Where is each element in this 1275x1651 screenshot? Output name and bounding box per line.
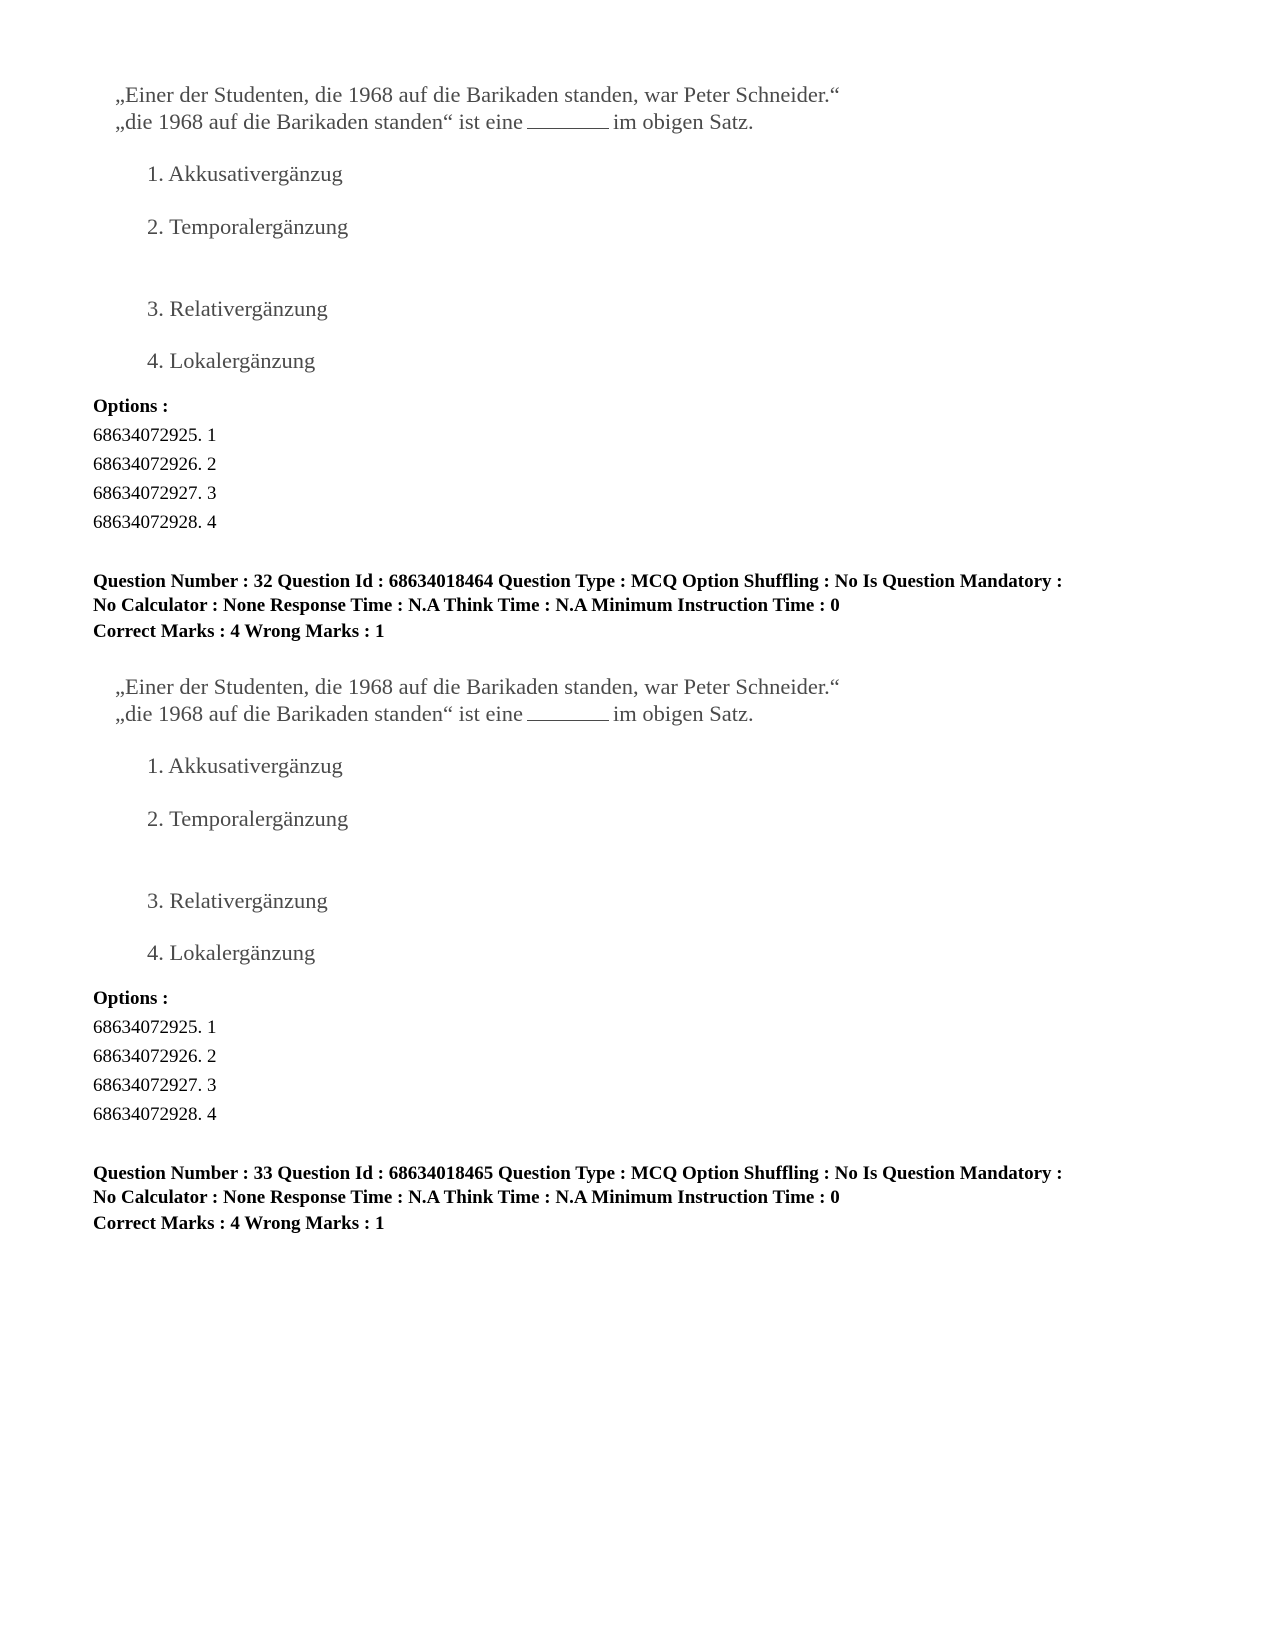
question-meta-line: No Calculator : None Response Time : N.A Think Time : N.A Minimum Instruction Time : 0: [93, 1187, 840, 1208]
question-meta-line: No Calculator : None Response Time : N.A Think Time : N.A Minimum Instruction Time : 0: [93, 595, 840, 616]
choice-item: 3. Relativergänzung: [147, 888, 328, 913]
option-item: 68634072927. 3: [93, 483, 217, 504]
choice-item: 1. Akkusativergänzug: [147, 161, 343, 186]
question-image: [115, 82, 915, 392]
options-label: Options :: [93, 988, 169, 1009]
option-item: 68634072928. 4: [93, 512, 217, 533]
prompt-after: im obigen Satz.: [612, 109, 754, 134]
question-prompt: [115, 109, 754, 135]
choice-item: 1. Akkusativergänzug: [147, 753, 343, 778]
question-meta-line: Question Number : 32 Question Id : 68634018464 Question Type : MCQ Option Shuffling : No Is Question Mandatory :: [93, 571, 1063, 592]
question-marks: Correct Marks : 4 Wrong Marks : 1: [93, 621, 385, 642]
prompt-before: „die 1968 auf die Barikaden standen“ ist eine: [115, 701, 523, 726]
options-list: [93, 1013, 217, 1129]
question-meta: [93, 570, 1193, 618]
question-meta: [93, 1162, 1193, 1210]
prompt-before: „die 1968 auf die Barikaden standen“ ist eine: [115, 109, 523, 134]
choice-item: 3. Relativergänzung: [147, 296, 328, 321]
question-sentence: „Einer der Studenten, die 1968 auf die Barikaden standen, war Peter Schneider.“: [115, 674, 840, 699]
fill-in-blank: [527, 110, 609, 129]
option-item: 68634072925. 1: [93, 425, 217, 446]
question-marks: Correct Marks : 4 Wrong Marks : 1: [93, 1213, 385, 1234]
option-item: 68634072926. 2: [93, 454, 217, 475]
option-item: 68634072927. 3: [93, 1075, 217, 1096]
options-label: Options :: [93, 396, 169, 417]
prompt-after: im obigen Satz.: [612, 701, 754, 726]
question-sentence: „Einer der Studenten, die 1968 auf die Barikaden standen, war Peter Schneider.“: [115, 82, 840, 107]
option-item: 68634072926. 2: [93, 1046, 217, 1067]
question-image: [115, 674, 915, 984]
option-item: 68634072928. 4: [93, 1104, 217, 1125]
question-meta-line: Question Number : 33 Question Id : 68634018465 Question Type : MCQ Option Shuffling : No Is Question Mandatory :: [93, 1163, 1063, 1184]
choice-item: 4. Lokalergänzung: [147, 940, 316, 965]
choice-item: 2. Temporalergänzung: [147, 806, 349, 831]
options-list: [93, 421, 217, 537]
choice-item: 4. Lokalergänzung: [147, 348, 316, 373]
choice-item: 2. Temporalergänzung: [147, 214, 349, 239]
question-prompt: [115, 701, 754, 727]
option-item: 68634072925. 1: [93, 1017, 217, 1038]
fill-in-blank: [527, 702, 609, 721]
